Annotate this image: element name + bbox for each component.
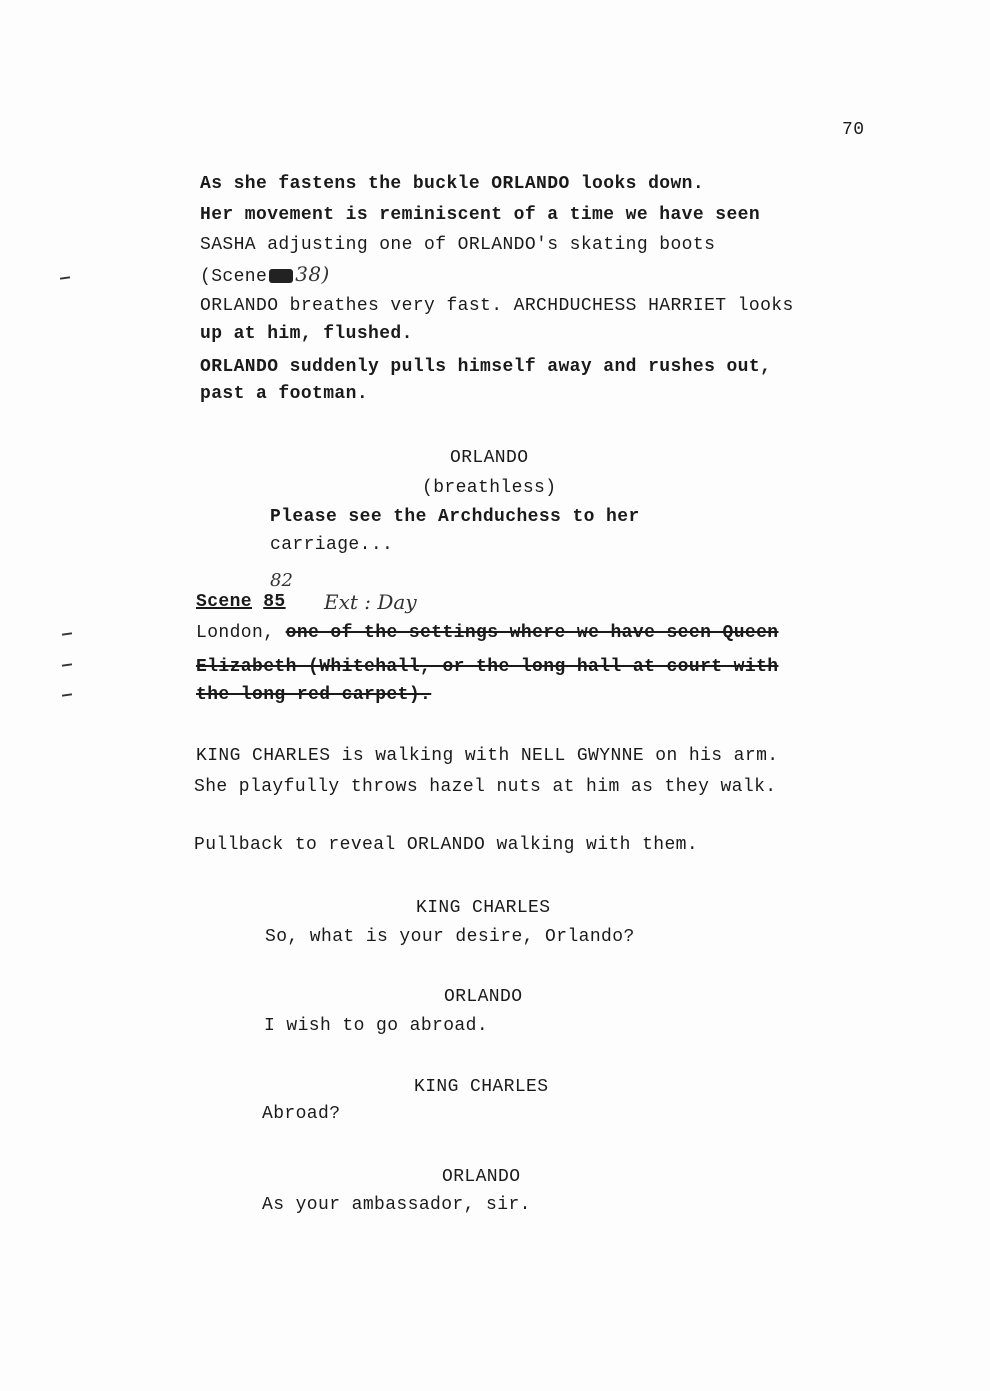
crossed-out-scribble [269, 269, 293, 283]
location-struck: the long red carpet). [196, 685, 432, 705]
character-name: ORLANDO [442, 1167, 521, 1187]
dialogue-line: Please see the Archduchess to her [270, 507, 640, 527]
action-line: Pullback to reveal ORLANDO walking with them. [194, 835, 699, 855]
handwritten-note: Ext : Day [324, 590, 417, 614]
scene-heading [196, 590, 286, 614]
action-line: She playfully throws hazel nuts at him as they walk. [194, 777, 777, 797]
action-line: ORLANDO suddenly pulls himself away and rushes out, [200, 357, 772, 377]
location-line [196, 621, 779, 645]
location-struck: Elizabeth (Whitehall, or the long hall at court with [196, 657, 779, 677]
action-line: KING CHARLES is walking with NELL GWYNNE on his arm. [196, 746, 779, 766]
character-name: KING CHARLES [414, 1077, 549, 1097]
handwritten-new-scene-number: 82 [270, 570, 293, 591]
action-line: up at him, flushed. [200, 324, 413, 344]
action-line: past a footman. [200, 384, 369, 404]
margin-mark [62, 693, 72, 696]
dialogue-line: carriage... [270, 535, 394, 555]
parenthetical: (breathless) [422, 478, 557, 498]
character-name: ORLANDO [444, 987, 523, 1007]
handwritten-scene-number: 38) [295, 262, 330, 286]
dialogue-line: Abroad? [262, 1104, 341, 1124]
margin-mark [62, 632, 72, 635]
location-kept: London, [196, 623, 275, 643]
character-name: KING CHARLES [416, 898, 551, 918]
scene-reference-prefix: (Scene [200, 267, 268, 287]
action-line: As she fastens the buckle ORLANDO looks down. [200, 174, 705, 194]
scene-heading-label: Scene [196, 592, 253, 612]
scene-reference [200, 262, 330, 289]
scene-heading-old-number: 85 [263, 592, 286, 612]
dialogue-line: As your ambassador, sir. [262, 1195, 531, 1215]
action-line: SASHA adjusting one of ORLANDO's skating boots [200, 235, 716, 255]
page-number: 70 [842, 120, 865, 140]
dialogue-line: I wish to go abroad. [264, 1016, 489, 1036]
location-struck: one of the settings where we have seen Queen [285, 623, 779, 643]
margin-mark [60, 276, 70, 279]
dialogue-line: So, what is your desire, Orlando? [265, 927, 635, 947]
character-name: ORLANDO [450, 448, 529, 468]
margin-mark [62, 663, 72, 666]
action-line: Her movement is reminiscent of a time we have seen [200, 205, 761, 225]
action-line: ORLANDO breathes very fast. ARCHDUCHESS HARRIET looks [200, 296, 794, 316]
